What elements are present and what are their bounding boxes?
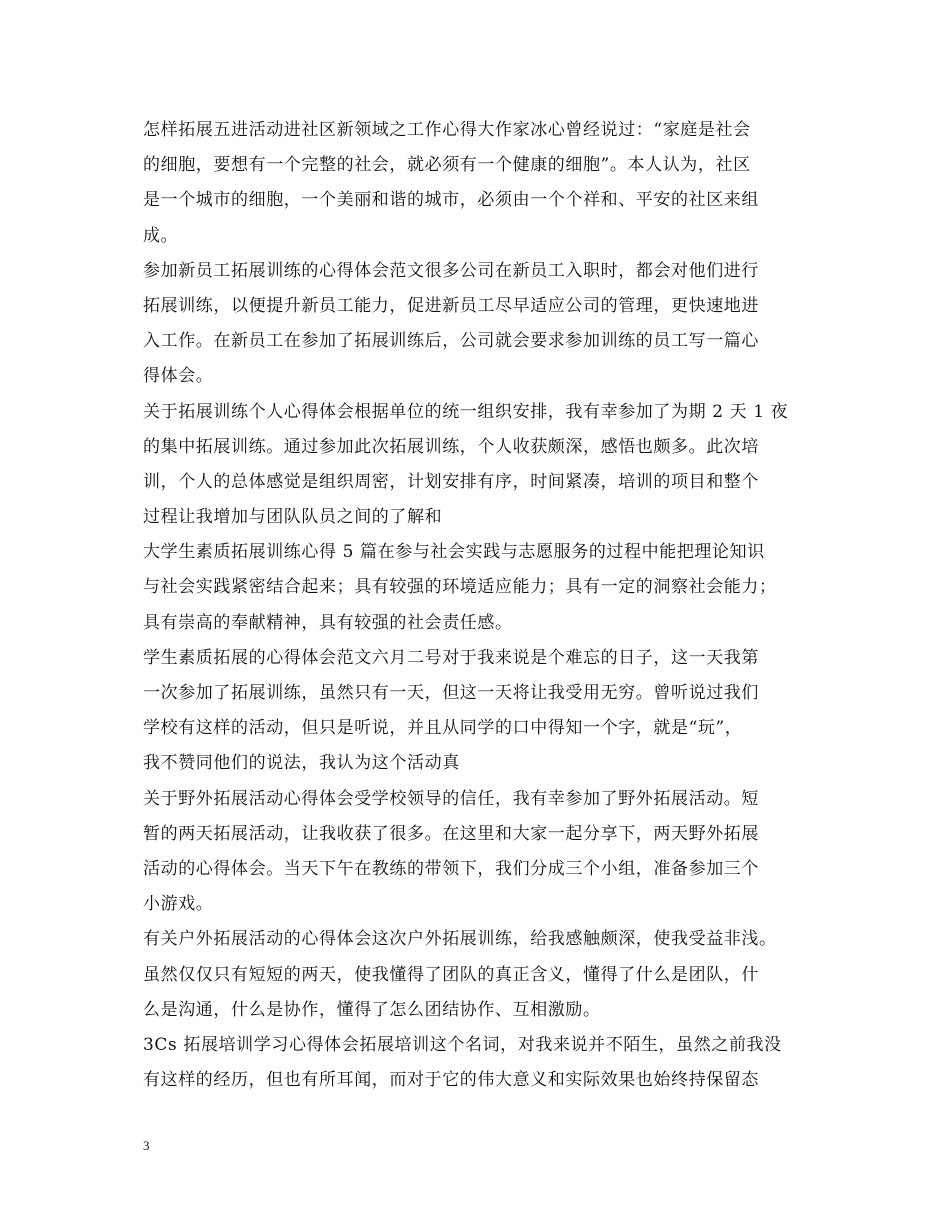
text-line-8: 得体会。 — [143, 366, 214, 387]
text-line-7: 入工作。在新员工在参加了拓展训练后，公司就会要求参加训练的员工写一篇心 — [143, 331, 759, 352]
text-line-24: 有关户外拓展活动的心得体会这次户外拓展训练，给我感触颇深，使我受益非浅。 — [143, 929, 777, 950]
text-line-26: 么是沟通，什么是协作，懂得了怎么团结协作、互相激励。 — [143, 999, 601, 1020]
text-line-21: 暂的两天拓展活动，让我收获了很多。在这里和大家一起分享下，两天野外拓展 — [143, 823, 759, 844]
text-line-23: 小游戏。 — [143, 894, 214, 915]
text-line-28: 有这样的经历，但也有所耳闻，而对于它的伟大意义和实际效果也始终持保留态 — [143, 1070, 759, 1091]
text-line-13: 大学生素质拓展训练心得 5 篇在参与社会实践与志愿服务的过程中能把理论知识 — [143, 542, 765, 563]
text-line-10: 的集中拓展训练。通过参加此次拓展训练，个人收获颇深，感悟也颇多。此次培 — [143, 436, 759, 457]
text-line-20: 关于野外拓展活动心得体会受学校领导的信任，我有幸参加了野外拓展活动。短 — [143, 788, 759, 809]
text-line-1: 怎样拓展五进活动进社区新领域之工作心得大作家冰心曾经说过：“家庭是社会 — [143, 120, 751, 140]
text-line-6: 拓展训练，以便提升新员工能力，促进新员工尽早适应公司的管理，更快速地进 — [143, 295, 759, 316]
text-line-22: 活动的心得体会。当天下午在教练的带领下，我们分成三个小组，准备参加三个 — [143, 858, 759, 879]
text-line-19: 我不赞同他们的说法，我认为这个活动真 — [143, 753, 460, 774]
text-line-3: 是一个城市的细胞，一个美丽和谐的城市，必须由一个个祥和、平安的社区来组 — [143, 190, 759, 211]
text-line-5: 参加新员工拓展训练的心得体会范文很多公司在新员工入职时，都会对他们进行 — [143, 260, 759, 281]
text-line-14: 与社会实践紧密结合起来；具有较强的环境适应能力；具有一定的洞察社会能力； — [143, 577, 777, 598]
text-line-15: 具有崇高的奉献精神，具有较强的社会责任感。 — [143, 612, 513, 633]
page-number: 3 — [143, 1138, 150, 1153]
text-line-11: 训，个人的总体感觉是组织周密，计划安排有序，时间紧凑，培训的项目和整个 — [143, 471, 759, 492]
text-line-12: 过程让我增加与团队队员之间的了解和 — [143, 507, 443, 528]
text-line-16: 学生素质拓展的心得体会范文六月二号对于我来说是个难忘的日子，这一天我第 — [143, 647, 759, 668]
text-line-4: 成。 — [143, 225, 179, 246]
text-line-27: 3Cs 拓展培训学习心得体会拓展培训这个名词，对我来说并不陌生，虽然之前我没 — [143, 1034, 782, 1055]
text-line-2: 的细胞，要想有一个完整的社会，就必须有一个健康的细胞”。本人认为，社区 — [143, 155, 751, 176]
text-line-17: 一次参加了拓展训练，虽然只有一天，但这一天将让我受用无穷。曾听说过我们 — [143, 683, 759, 703]
text-line-9: 关于拓展训练个人心得体会根据单位的统一组织安排，我有幸参加了为期 2 天 1 夜 — [143, 401, 789, 422]
text-line-18: 学校有这样的活动，但只是听说，并且从同学的口中得知一个字，就是“玩”， — [143, 718, 743, 739]
document-body — [143, 113, 815, 1098]
text-line-25: 虽然仅仅只有短短的两天，使我懂得了团队的真正含义，懂得了什么是团队，什 — [143, 964, 759, 985]
